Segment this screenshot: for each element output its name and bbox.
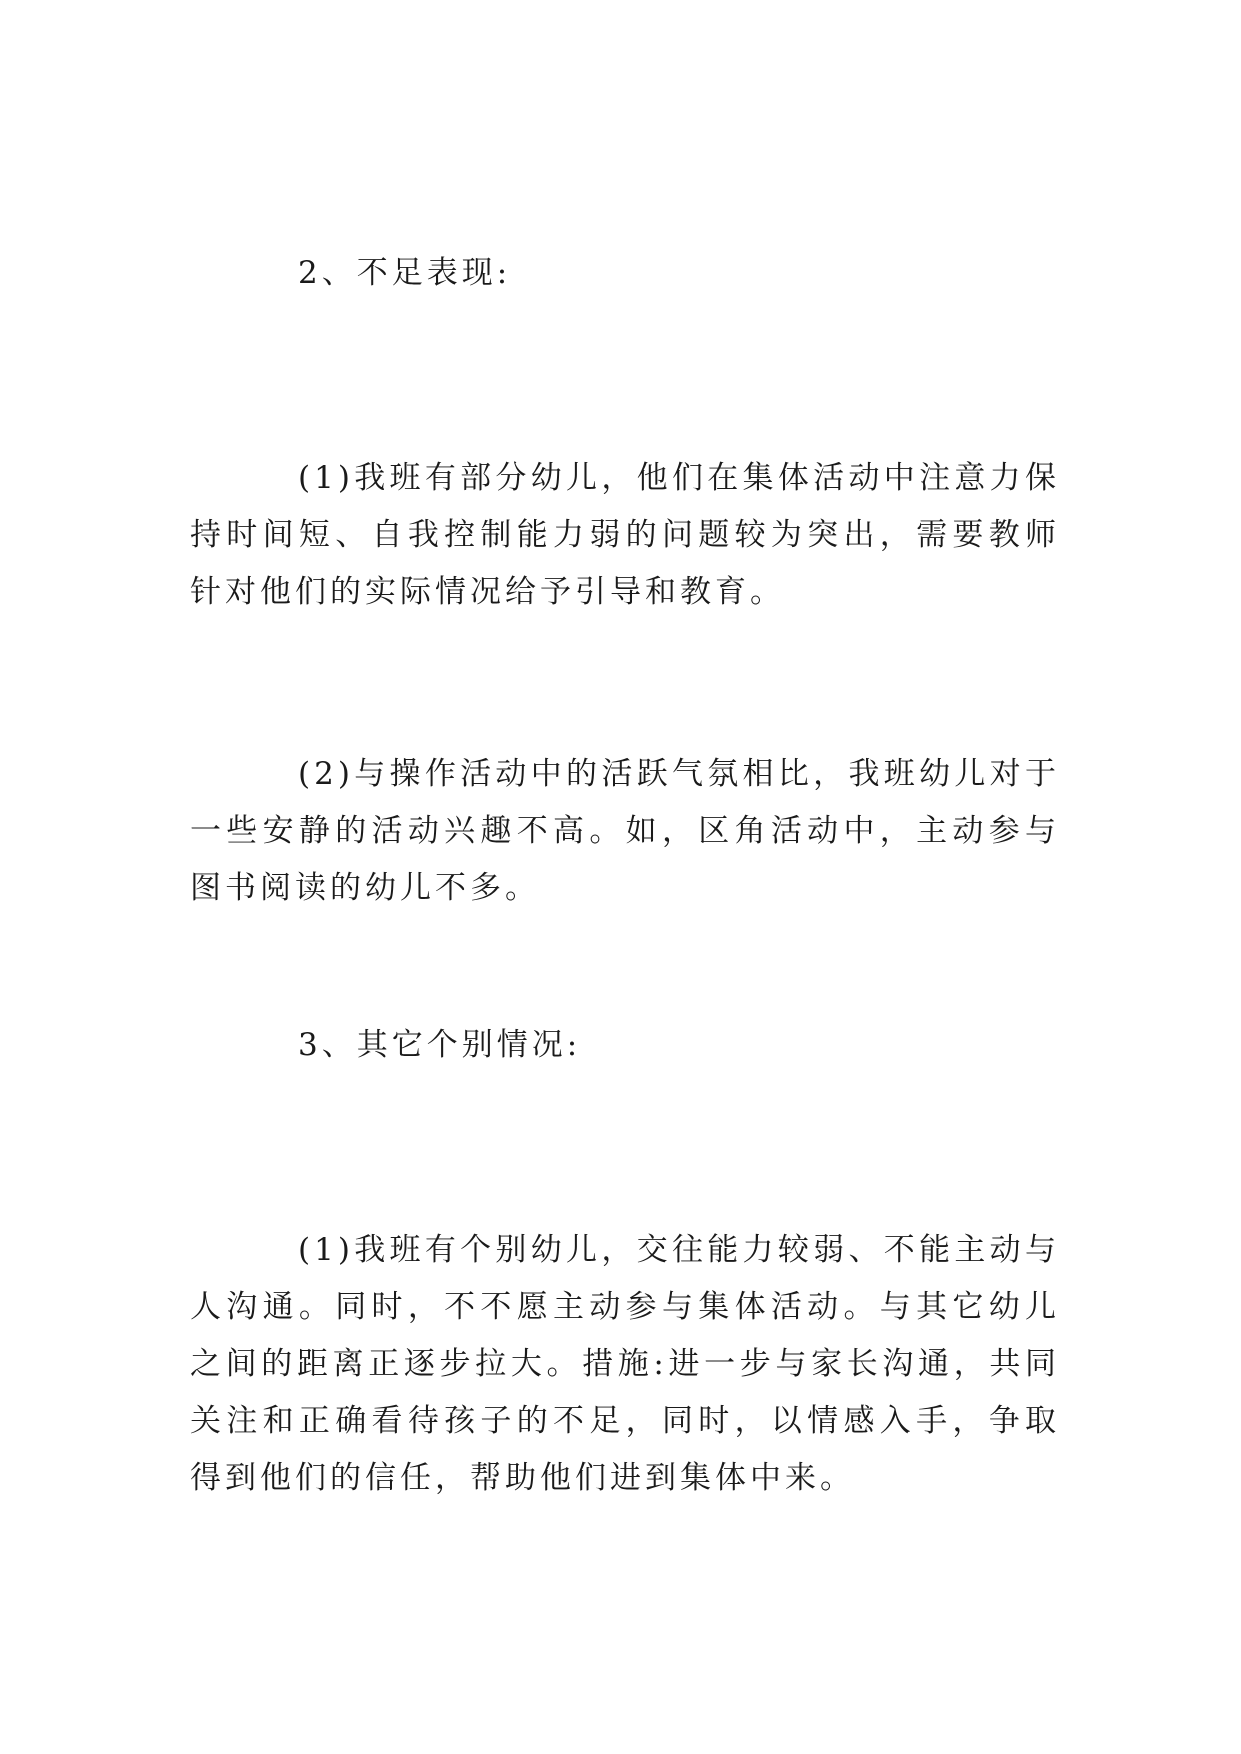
section-heading-other-cases: 3、其它个别情况: xyxy=(298,1027,582,1063)
paragraph-shortcoming-1: (1)我班有部分幼儿，他们在集体活动中注意力保持时间短、自我控制能力弱的问题较为突出，需要教师针对他们的实际情况给予引导和教育。 xyxy=(190,460,1060,610)
paragraph-shortcoming-2: (2)与操作活动中的活跃气氛相比，我班幼儿对于一些安静的活动兴趣不高。如，区角活动中，主动参与图书阅读的幼儿不多。 xyxy=(190,756,1060,906)
paragraph-other-case-1: (1)我班有个别幼儿，交往能力较弱、不能主动与人沟通。同时，不不愿主动参与集体活动。与其它幼儿之间的距离正逐步拉大。措施:进一步与家长沟通，共同关注和正确看待孩子的不足，同时，以情感入手，争取得到他们的信任，帮助他们进到集体中来。 xyxy=(190,1232,1060,1496)
section-heading-shortcomings: 2、不足表现: xyxy=(298,255,512,291)
